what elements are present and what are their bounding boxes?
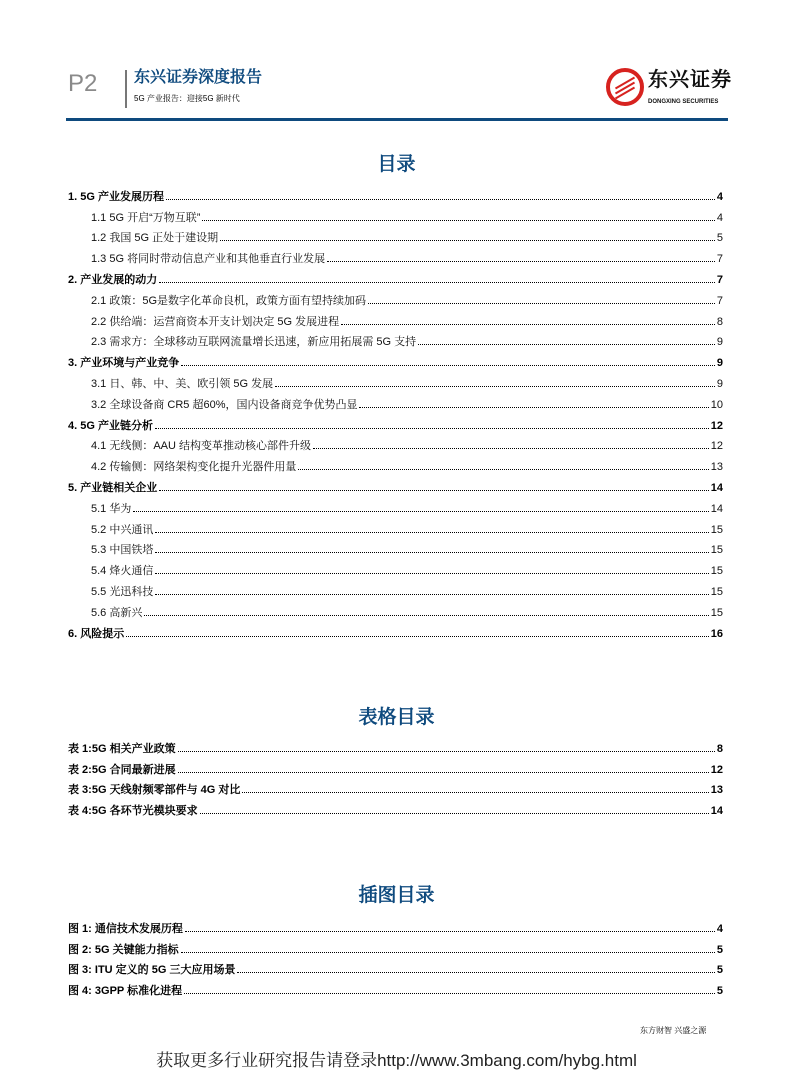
- entry-page-number: 15: [710, 606, 723, 619]
- entry-title: 4. 5G 产业链分析: [68, 419, 153, 432]
- dot-leader: [155, 428, 709, 429]
- figure-entry[interactable]: [68, 915, 723, 936]
- toc-entry[interactable]: [68, 245, 723, 266]
- entry-title: 5.4 烽火通信: [91, 565, 154, 578]
- header-divider: [125, 70, 127, 108]
- table-entry[interactable]: [68, 735, 723, 756]
- dot-leader: [159, 490, 709, 491]
- entry-title: 2.2 供给端：运营商资本开支计划决定 5G 发展进程: [91, 315, 340, 328]
- entry-page-number: 4: [716, 211, 723, 224]
- entry-page-number: 4: [716, 190, 723, 203]
- logo-name: 东兴证券: [648, 69, 732, 91]
- dot-leader: [155, 594, 708, 595]
- report-subtitle: 5G 产业报告：迎接5G 新时代: [134, 94, 240, 103]
- toc-entry[interactable]: [68, 578, 723, 599]
- dot-leader: [359, 407, 708, 408]
- toc-entry[interactable]: [68, 287, 723, 308]
- entry-title: 5.6 高新兴: [91, 606, 143, 619]
- entry-page-number: 14: [710, 481, 723, 494]
- dot-leader: [185, 931, 715, 932]
- entry-title: 1.3 5G 将同时带动信息产业和其他垂直行业发展: [91, 253, 326, 266]
- toc-entry[interactable]: [68, 474, 723, 495]
- toc-list: [68, 183, 723, 641]
- dot-leader: [341, 324, 715, 325]
- toc-entry[interactable]: [68, 537, 723, 558]
- toc-entry[interactable]: [68, 516, 723, 537]
- toc-entry[interactable]: [68, 183, 723, 204]
- entry-title: 3.1 日、韩、中、美、欧引领 5G 发展: [91, 377, 274, 390]
- entry-page-number: 5: [716, 943, 723, 956]
- entry-page-number: 14: [710, 805, 723, 818]
- dot-leader: [144, 615, 708, 616]
- dot-leader: [133, 511, 708, 512]
- entry-page-number: 7: [716, 273, 723, 286]
- dot-leader: [155, 573, 708, 574]
- dot-leader: [327, 261, 715, 262]
- dot-leader: [237, 972, 714, 973]
- entry-page-number: 8: [716, 315, 723, 328]
- entry-page-number: 9: [716, 377, 723, 390]
- dot-leader: [275, 386, 715, 387]
- entry-title: 5.2 中兴通讯: [91, 523, 154, 536]
- entry-page-number: 16: [710, 627, 723, 640]
- dot-leader: [181, 952, 715, 953]
- toc-entry[interactable]: [68, 266, 723, 287]
- toc-entry[interactable]: [68, 329, 723, 350]
- dot-leader: [126, 636, 709, 637]
- toc-entry[interactable]: [68, 349, 723, 370]
- entry-title: 5.3 中国铁塔: [91, 544, 154, 557]
- dot-leader: [178, 751, 715, 752]
- entry-title: 4.2 传输侧：网络架构变化提升光器件用量: [91, 461, 297, 474]
- dot-leader: [155, 532, 708, 533]
- table-entry[interactable]: [68, 777, 723, 798]
- table-entry[interactable]: [68, 756, 723, 777]
- entry-title: 1.1 5G 开启“万物互联”: [91, 211, 201, 224]
- entry-title: 表 2:5G 合同最新进展: [68, 763, 176, 776]
- toc-entry[interactable]: [68, 599, 723, 620]
- toc-title: 目录: [377, 154, 416, 175]
- entry-page-number: 13: [710, 784, 723, 797]
- company-logo-icon: [606, 68, 644, 106]
- entry-title: 5. 产业链相关企业: [68, 481, 158, 494]
- toc-entry[interactable]: [68, 557, 723, 578]
- dot-leader: [368, 303, 715, 304]
- footer-slogan: 东方财智 兴盛之源: [640, 1026, 707, 1035]
- entry-title: 图 1: 通信技术发展历程: [68, 922, 183, 935]
- entry-title: 表 3:5G 天线射频零部件与 4G 对比: [68, 784, 241, 797]
- dot-leader: [200, 813, 709, 814]
- figures-title: 插图目录: [358, 885, 435, 906]
- toc-entry[interactable]: [68, 225, 723, 246]
- entry-page-number: 10: [710, 398, 723, 411]
- entry-title: 5.1 华为: [91, 502, 132, 515]
- entry-title: 图 3: ITU 定义的 5G 三大应用场景: [68, 964, 236, 977]
- entry-title: 2.1 政策：5G是数字化革命良机，政策方面有望持续加码: [91, 294, 367, 307]
- entry-page-number: 12: [710, 763, 723, 776]
- toc-entry[interactable]: [68, 433, 723, 454]
- entry-title: 表 1:5G 相关产业政策: [68, 742, 176, 755]
- entry-page-number: 5: [716, 964, 723, 977]
- page-label: P2: [68, 70, 98, 97]
- dot-leader: [418, 344, 715, 345]
- toc-entry[interactable]: [68, 453, 723, 474]
- logo-english-name: DONGXING SECURITIES: [648, 99, 719, 105]
- figure-entry[interactable]: [68, 936, 723, 957]
- dot-leader: [166, 199, 715, 200]
- toc-entry[interactable]: [68, 308, 723, 329]
- figure-entry[interactable]: [68, 957, 723, 978]
- tables-title: 表格目录: [358, 707, 435, 728]
- entry-page-number: 7: [716, 253, 723, 266]
- entry-title: 图 4: 3GPP 标准化进程: [68, 985, 183, 998]
- entry-title: 图 2: 5G 关键能力指标: [68, 943, 179, 956]
- entry-title: 6. 风险提示: [68, 627, 125, 640]
- entry-page-number: 5: [716, 232, 723, 245]
- entry-page-number: 15: [710, 565, 723, 578]
- entry-page-number: 13: [710, 461, 723, 474]
- watermark-link[interactable]: 获取更多行业研究报告请登录http://www.3mbang.com/hybg.html: [156, 1051, 637, 1070]
- tables-list: [68, 735, 723, 818]
- dot-leader: [184, 993, 715, 994]
- entry-page-number: 9: [716, 336, 723, 349]
- toc-entry[interactable]: [68, 412, 723, 433]
- toc-entry[interactable]: [68, 391, 723, 412]
- entry-page-number: 5: [716, 985, 723, 998]
- dot-leader: [155, 552, 708, 553]
- toc-entry[interactable]: [68, 620, 723, 641]
- toc-entry[interactable]: [68, 495, 723, 516]
- dot-leader: [181, 365, 715, 366]
- dot-leader: [202, 220, 714, 221]
- entry-title: 1. 5G 产业发展历程: [68, 190, 164, 203]
- entry-title: 2.3 需求方：全球移动互联网流量增长迅速，新应用拓展需 5G 支持: [91, 336, 417, 349]
- toc-entry[interactable]: [68, 370, 723, 391]
- figure-entry[interactable]: [68, 977, 723, 998]
- entry-page-number: 14: [710, 502, 723, 515]
- header-rule: [66, 118, 728, 121]
- table-entry[interactable]: [68, 797, 723, 818]
- entry-title: 1.2 我国 5G 正处于建设期: [91, 232, 219, 245]
- entry-title: 5.5 光迅科技: [91, 585, 154, 598]
- entry-page-number: 9: [716, 357, 723, 370]
- dot-leader: [159, 282, 715, 283]
- entry-page-number: 12: [710, 440, 723, 453]
- entry-page-number: 15: [710, 544, 723, 557]
- dot-leader: [313, 448, 709, 449]
- entry-title: 4.1 无线侧：AAU 结构变革推动核心部件升级: [91, 440, 312, 453]
- entry-page-number: 7: [716, 294, 723, 307]
- report-title: 东兴证券深度报告: [134, 69, 263, 86]
- dot-leader: [298, 469, 708, 470]
- entry-title: 表 4:5G 各环节光模块要求: [68, 805, 198, 818]
- entry-page-number: 4: [716, 922, 723, 935]
- dot-leader: [220, 240, 715, 241]
- toc-entry[interactable]: [68, 204, 723, 225]
- entry-page-number: 15: [710, 523, 723, 536]
- figures-list: [68, 915, 723, 998]
- dot-leader: [242, 792, 708, 793]
- entry-title: 3. 产业环境与产业竞争: [68, 357, 180, 370]
- dot-leader: [178, 772, 709, 773]
- entry-page-number: 8: [716, 742, 723, 755]
- entry-title: 2. 产业发展的动力: [68, 273, 158, 286]
- entry-page-number: 15: [710, 585, 723, 598]
- entry-page-number: 12: [710, 419, 723, 432]
- entry-title: 3.2 全球设备商 CR5 超60%，国内设备商竞争优势凸显: [91, 398, 358, 411]
